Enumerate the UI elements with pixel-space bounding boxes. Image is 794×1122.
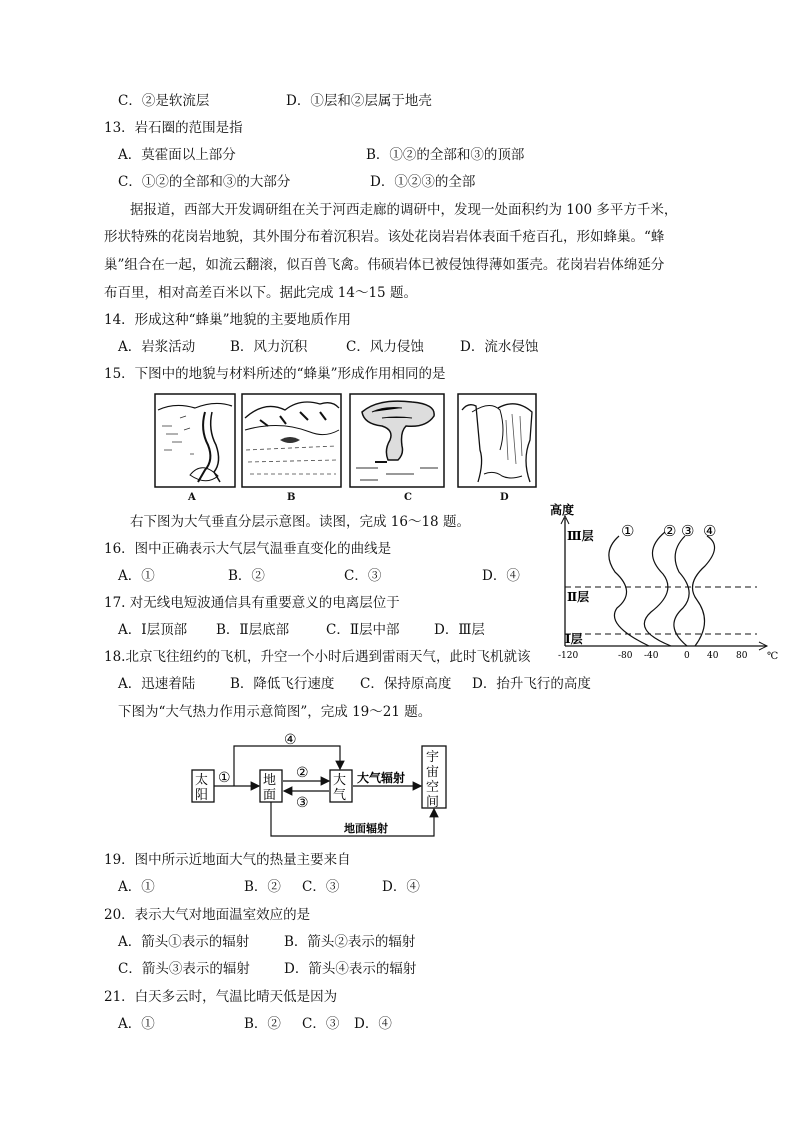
landform-label-b: B <box>287 492 296 503</box>
curve-label-1: ① <box>621 522 635 540</box>
tick-label-1: -120 <box>558 651 579 661</box>
q19-option-c: C．③ <box>302 879 340 895</box>
q21-stem: 21．白天多云时，气温比晴天低是因为 <box>104 989 338 1005</box>
q19-option-a: A．① <box>118 879 155 895</box>
arrow-4-label: ④ <box>284 732 297 748</box>
passage-line-4: 布百里，相对高差百米以下。据此完成 14～15 题。 <box>104 285 417 301</box>
heat-diagram <box>180 728 460 846</box>
atmospheric-radiation-label: 大气辐射 <box>357 771 406 785</box>
curve-1 <box>609 536 649 646</box>
q14-stem: 14．形成这种“蜂巢”地貌的主要地质作用 <box>104 312 351 328</box>
curve-3 <box>674 536 689 646</box>
q18-option-c: C．保持原高度 <box>360 676 452 692</box>
atmos-text-1: 大 <box>333 773 347 788</box>
q17-option-a: A．Ⅰ层顶部 <box>118 622 188 638</box>
layer-label-3: Ⅲ层 <box>567 529 594 543</box>
tick-label-5: 40 <box>707 651 719 661</box>
q13-option-d: D．①②③的全部 <box>370 174 476 190</box>
q18-option-b: B．降低飞行速度 <box>230 676 335 692</box>
q13-option-a: A．莫霍面以上部分 <box>118 147 236 163</box>
ground-text-1: 地 <box>263 773 277 788</box>
landform-image-b <box>242 394 341 487</box>
q18-option-a: A．迅速着陆 <box>118 676 196 692</box>
space-text-4: 间 <box>426 795 440 810</box>
space-text-1: 宇 <box>426 750 440 765</box>
curve-2 <box>644 532 671 646</box>
passage-line-1: 据报道，西部大开发调研组在关于河西走廊的调研中，发现一处面积约为 100 多平方千米， <box>130 202 678 218</box>
passage-line-2: 形状特殊的花岗岩地貌，其外围分布着沉积岩。该处花岗岩岩体表面千疮百孔，形如蜂巢。“蜂 <box>104 229 665 245</box>
atmos-text-2: 气 <box>333 788 347 803</box>
tick-label-6: 80 <box>736 651 748 661</box>
q21-option-d: D．④ <box>354 1016 392 1032</box>
q20-option-b: B．箭头②表示的辐射 <box>284 934 416 950</box>
q17-stem: 17. 对无线电短波通信具有重要意义的电离层位于 <box>104 595 400 611</box>
landform-label-d: D <box>500 492 509 503</box>
q20-option-c: C．箭头③表示的辐射 <box>118 961 250 977</box>
q14-option-c: C．风力侵蚀 <box>346 339 424 355</box>
ground-text-2: 面 <box>263 788 277 803</box>
q21-option-a: A．① <box>118 1016 155 1032</box>
q18-stem: 18.北京飞往纽约的飞机，升空一个小时后遇到雷雨天气，此时飞机就该 <box>104 649 531 665</box>
q16-option-a: A．① <box>118 568 155 584</box>
landform-label-c: C <box>404 492 412 503</box>
curve-label-4: ④ <box>703 522 717 540</box>
tick-label-4: 0 <box>684 651 690 661</box>
q14-option-b: B．风力沉积 <box>230 339 308 355</box>
layer-label-2: Ⅱ层 <box>567 590 590 604</box>
q14-option-d: D．流水侵蚀 <box>460 339 539 355</box>
x-unit-label: ℃ <box>767 651 779 662</box>
q17-option-d: D．Ⅲ层 <box>434 622 485 638</box>
arrow-1-label: ① <box>218 770 231 786</box>
q13-stem: 13．岩石圈的范围是指 <box>104 120 243 136</box>
chart-ylabel: 高度 <box>550 503 575 517</box>
arrow-4 <box>234 746 340 786</box>
q16-option-b: B．② <box>228 568 265 584</box>
q15-landform-images <box>150 390 545 505</box>
q16-stem: 16．图中正确表示大气层气温垂直变化的曲线是 <box>104 541 392 557</box>
q17-option-c: C．Ⅱ层中部 <box>326 622 400 638</box>
q19-option-d: D．④ <box>382 879 420 895</box>
ground-radiation-label: 地面辐射 <box>344 822 388 835</box>
layer-label-1: Ⅰ层 <box>565 632 583 646</box>
curve-4 <box>693 536 715 646</box>
atmosphere-layer-chart <box>545 500 785 665</box>
curve-label-3: ③ <box>681 522 695 540</box>
sun-text-1: 太 <box>195 773 209 788</box>
q19-stem: 19．图中所示近地面大气的热量主要来自 <box>104 852 351 868</box>
landform-image-c <box>350 394 444 487</box>
intro-19-21: 下图为“大气热力作用示意简图”，完成 19～21 题。 <box>118 704 432 720</box>
arrow-2-label: ② <box>296 765 309 781</box>
tick-label-2: -80 <box>618 651 633 661</box>
q18-option-d: D．抬升飞行的高度 <box>472 676 591 692</box>
landform-image-d <box>458 394 536 487</box>
q19-option-b: B．② <box>244 879 281 895</box>
space-text-2: 宙 <box>426 765 440 780</box>
intro-16-18: 右下图为大气垂直分层示意图。读图，完成 16～18 题。 <box>130 514 470 530</box>
q20-stem: 20．表示大气对地面温室效应的是 <box>104 907 311 923</box>
q13-option-b: B．①②的全部和③的顶部 <box>366 147 525 163</box>
q20-option-d: D．箭头④表示的辐射 <box>284 961 417 977</box>
q17-option-b: B．Ⅱ层底部 <box>216 622 290 638</box>
q12-option-c: C．②是软流层 <box>118 93 210 109</box>
tick-label-3: -40 <box>644 651 659 661</box>
sun-text-2: 阳 <box>195 788 209 803</box>
q16-option-c: C．③ <box>344 568 382 584</box>
passage-line-3: 巢”组合在一起，如流云翻滚，似百兽飞禽。伟硕岩体已被侵蚀得薄如蛋壳。花岗岩岩体绵延分 <box>104 257 665 273</box>
q21-option-b: B．② <box>244 1016 281 1032</box>
q21-option-c: C．③ <box>302 1016 340 1032</box>
arrow-3-label: ③ <box>296 795 309 811</box>
landform-label-a: A <box>188 492 196 503</box>
q14-option-a: A．岩浆活动 <box>118 339 196 355</box>
q12-option-d: D．①层和②层属于地壳 <box>286 93 432 109</box>
q15-stem: 15．下图中的地貌与材料所述的“蜂巢”形成作用相同的是 <box>104 366 446 382</box>
q16-option-d: D．④ <box>482 568 520 584</box>
q13-option-c: C．①②的全部和③的大部分 <box>118 174 291 190</box>
q20-option-a: A．箭头①表示的辐射 <box>118 934 250 950</box>
landform-image-a <box>155 394 235 487</box>
curve-label-2: ② <box>663 522 677 540</box>
space-text-3: 空 <box>426 780 440 795</box>
